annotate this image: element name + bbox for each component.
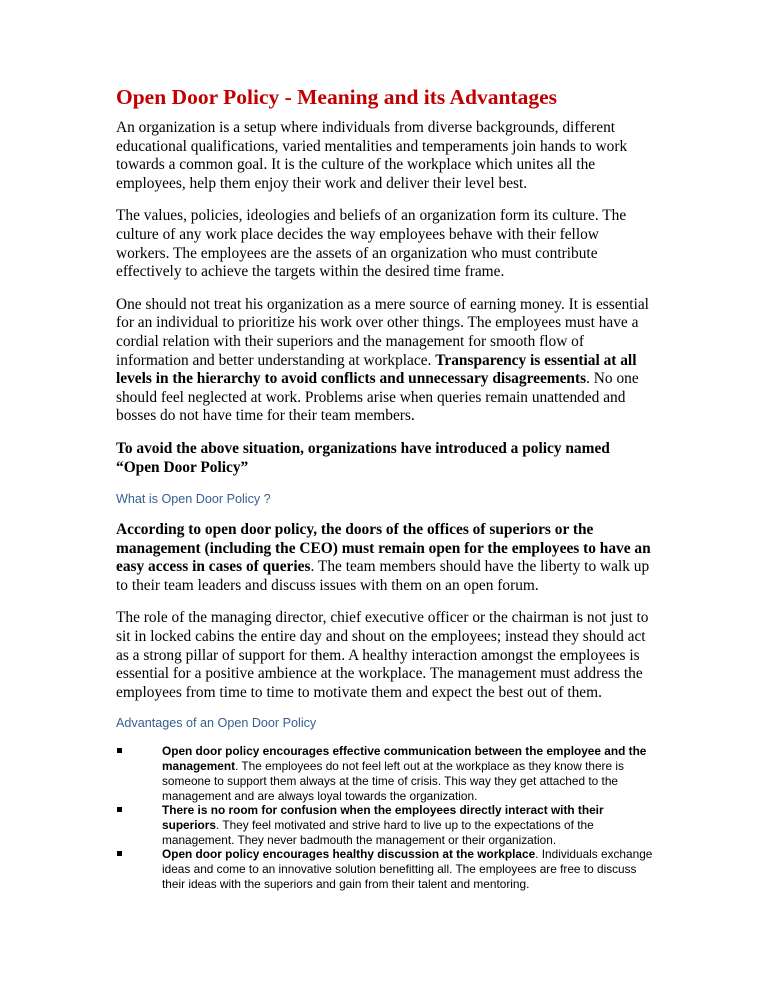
document-page (116, 84, 656, 891)
paragraph-definition-bold: According to open door policy, the doors of the offices of superiors or the management (including the CEO) must remain open for the employees to have an easy access in cases of queries (116, 521, 651, 576)
paragraph-culture: The values, policies, ideologies and beliefs of an organization form its culture. The culture of any work place decides the way employees behave with their fellow workers. The employees are the assets of an organization who must contribute effectively to achieve the targets within the desired time frame. (116, 207, 627, 281)
list-item-text: . They feel motivated and strive hard to live up to the expectations of the management. They never badmouth the management or their organization. (162, 817, 594, 847)
heading-what-is: What is Open Door Policy ? (116, 492, 271, 507)
list-item-text: . The employees do not feel left out at the workplace as they know there is someone to support them always at the time of crisis. This way they get attached to the management and are always loyal towards the organization. (162, 759, 624, 803)
list-item (116, 744, 656, 803)
square-bullet-icon (117, 851, 122, 856)
paragraph-definition-end: . The team members should have the liberty to walk up to their team leaders and discuss issues with them on an open forum. (116, 558, 650, 594)
paragraph-intro: An organization is a setup where individuals from diverse backgrounds, different educational qualifications, varied mentalities and temperaments join hands to work towards a common goal. It is the culture of the workplace which unites all the employees, help them enjoy their work and deliver their level best. (116, 119, 628, 192)
square-bullet-icon (117, 748, 122, 753)
list-item (116, 847, 656, 891)
paragraph-policy-intro: To avoid the above situation, organizations have introduced a policy named “Open Door Policy” (116, 439, 610, 476)
list-item-bold: Open door policy encourages healthy discussion at the workplace (162, 847, 536, 862)
paragraph-transparency-end: . No one should feel neglected at work. Problems arise when queries remain unattended and bosses do not have time for their team members. (116, 370, 639, 425)
paragraph-definition (116, 521, 656, 595)
list-item-bold: Open door policy encourages effective communication between the employee and the management (162, 744, 647, 774)
heading-advantages: Advantages of an Open Door Policy (116, 716, 317, 731)
square-bullet-icon (117, 807, 122, 812)
paragraph-transparency-bold: Transparency is essential at all levels in the hierarchy to avoid conflicts and unnecessary disagreements (116, 351, 637, 388)
list-item-text: . Individuals exchange ideas and come to an innovative solution benefitting all. The employees are free to discuss their ideas with the superiors and gain from their talent and mentoring. (162, 847, 653, 891)
paragraph-transparency-start: One should not treat his organization as a mere source of earning money. It is essential for an individual to prioritize his work over other things. The employees must have a cordial relation with their superiors and the management for smooth flow of information and better understanding at workplace. (116, 295, 649, 369)
advantages-list (116, 744, 656, 891)
list-item (116, 803, 656, 847)
paragraph-transparency (116, 296, 656, 426)
page-title: Open Door Policy - Meaning and its Advantages (116, 85, 557, 109)
list-item-bold: There is no room for confusion when the employees directly interact with their superiors (162, 803, 604, 832)
paragraph-management-role: The role of the managing director, chief executive officer or the chairman is not just to sit in locked cabins the entire day and shout on the employees; instead they should act as a strong pillar of support for them. A healthy interaction amongst the employees is essential for a positive ambience at the workplace. The management must address the employees from time to time to motivate them and expect the best out of them. (116, 609, 649, 701)
